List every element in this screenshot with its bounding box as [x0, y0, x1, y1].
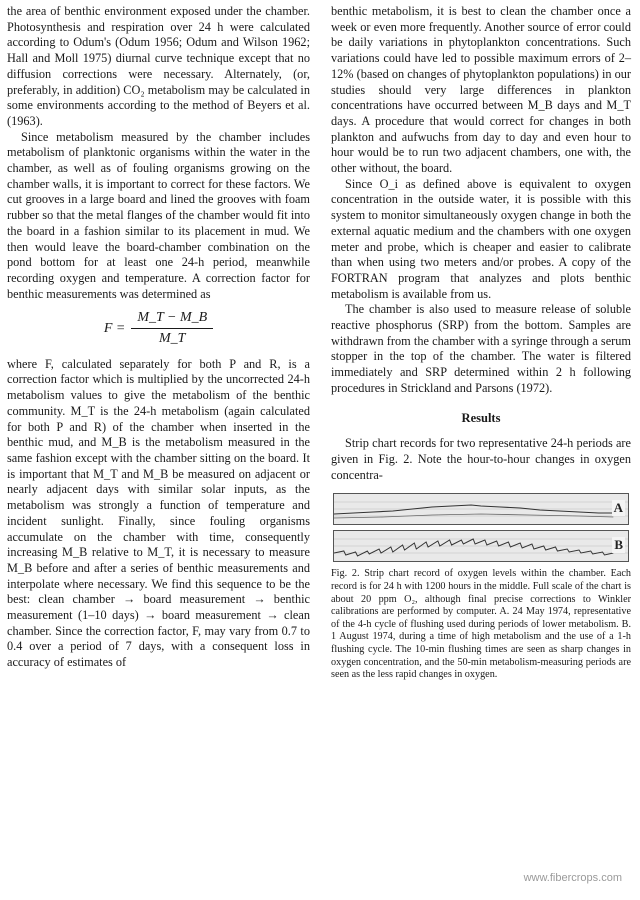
results-heading: Results	[461, 410, 501, 425]
strip-chart-a-trace	[334, 494, 628, 524]
strip-chart-b-trace	[334, 531, 628, 561]
figure-caption: Fig. 2. Strip chart record of oxygen levels within the chamber. Each record is for 24 h with 1200 hours in the middle. Full scale of the chart is about 20 ppm O₂, although final precise corrections to Winkler calibrations are performed by computer. A. 24 May 1974, representative of the 4-h cycle of flushing used during periods of lower metabolism. B. 1 August 1974, during a time of high metabolism and the use of a 1-h flushing cycle. The 10-min flushing times are seen as sharp changes in oxygen concentration, and the 50-min metabolism-measuring periods are seen as the less rapid changes in oxygen.	[331, 568, 631, 681]
strip-chart-a-label: A	[613, 500, 623, 516]
paragraph-results: Strip chart records for two representative 24-h periods are given in Fig. 2. Note the hour-to-hour changes in oxygen concentra-	[331, 436, 631, 482]
equation-lhs: F =	[103, 320, 126, 336]
figure-2	[331, 493, 631, 681]
equation-denominator: M_T	[159, 331, 186, 347]
paragraph-definitions: where F, calculated separately for both P and R, is a correction factor which is multiplied by the uncorrected 24-h metabolism values to give the metabolism of the benthic community. M_T is the 24-h metabolism (again calculated for both P and R) of the chamber when inserted in the benthic mud, and M_B is the metabolism measured in the same fashion except with the chamber sitting on the board. It is important that M_T and M_B be measured on adjacent or nearly adjacent days with similar solar inputs, as the metabolism was strongly a function of temperature and incident sunlight. Finally, since fouling organisms accumulate on the chamber with time, consequently increasing M_B relative to M_T, it is necessary to measure M_B before and after a series of benthic measurements and interpolate where necessary. We find this sequence to be the best: clean chamber → board measurement → benthic measurement (1–10 days) → board measurement → clean chamber. Since the correction factor, F, may vary from 0.7 to 0.4 over a period of 7 days, with a consequent loss in accuracy of estimates of	[7, 356, 310, 670]
paragraph-cleaning: benthic metabolism, it is best to clean the chamber once a week or even more frequently. Another source of error could be daily variations in phytoplankton concentrations. Such variations could have led to possible maximum errors of 2–12% (based on changes of phytoplankton populations) in our studies should very large differences in plankton concentrations have occurred between M_B days and M_T days. A procedure that would correct for changes in both plankton and aufwuchs from day to day and even hour to hour would be to run two adjacent chambers, one with, the other without, the board.	[331, 4, 631, 176]
strip-chart-a	[333, 493, 629, 525]
paragraph-phosphorus: The chamber is also used to measure release of soluble reactive phosphorus (SRP) from the bottom. Samples are withdrawn from the chamber with a syringe through a serum stopper in the top of the chamber. The water is filtered immediately and SRP determined within 2 h following procedures in Strickland and Parsons (1972).	[331, 302, 631, 395]
paragraph-odum-method: the area of benthic environment exposed under the chamber. Photosynthesis and respiration over 24 h were calculated according to Odum's (Odum 1956; Odum and Wilson 1962; Hall and Moll 1975) diurnal curve technique except that no diffusion corrections were necessary. Alternately, (or, preferably, in addition) CO₂ metabolism may be calculated in some environments according to the method of Beyers et al. (1963).	[7, 4, 310, 128]
paragraph-oxygen-monitor: Since O_i as defined above is equivalent to oxygen concentration in the outside water, it is possible with this system to monitor simultaneously oxygen change in both the external aquatic medium and the chambers with one oxygen meter and probe, which is cheaper and easier to calibrate than when using two meters and/or probes. A copy of the FORTRAN program that analyzes and plots benthic metabolism is available from us.	[331, 176, 631, 301]
strip-chart-b-label: B	[614, 537, 623, 553]
strip-chart-b	[333, 530, 629, 562]
paragraph-correction-factor: Since metabolism measured by the chamber includes metabolism of planktonic organisms within the water in the chamber, as well as of fouling organisms growing on the chamber walls, it is important to correct for these factors. We cut grooves in a large board and lined the grooves with foam rubber so that the metal flanges of the chamber would fit into the board in a fashion similar to its placement in mud. We then would leave the board-chamber combination on the pond bottom for at least one 24-h period, meanwhile recording oxygen and temperature. A correction factor for benthic measurements was determined as	[7, 129, 310, 301]
equation-fraction	[131, 310, 213, 346]
left-column	[7, 4, 310, 671]
equation-numerator: M_T − M_B	[131, 310, 213, 329]
watermark: www.fibercrops.com	[523, 872, 622, 884]
right-column	[331, 4, 631, 682]
correction-factor-equation	[7, 310, 310, 346]
